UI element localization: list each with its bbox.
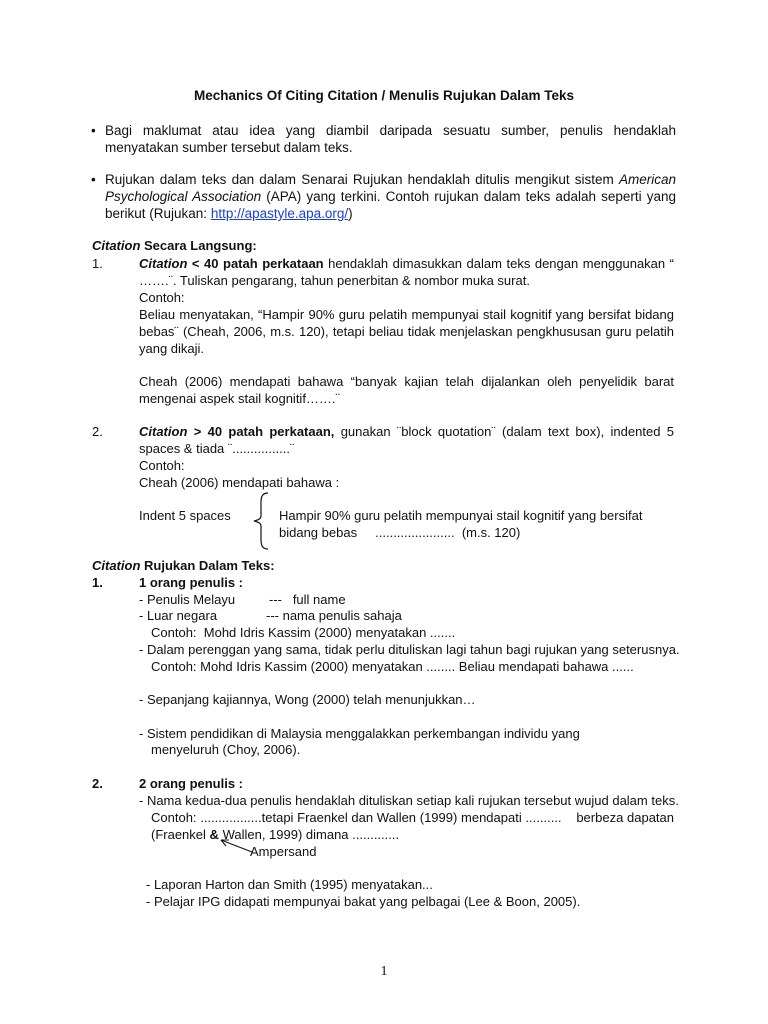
example-line: Contoh: Mohd Idris Kassim (2000) menyatakan ....... xyxy=(151,625,456,640)
example-paragraph-1: Beliau menyatakan, “Hampir 90% guru pelatih mempunyai stail kognitif yang bersifat bidang bebas¨ (Cheah, 2006, m.s. 120), tetapi beliau tidak menjelaskan pengkhususan guru pelatih yang dikaji. xyxy=(139,307,674,356)
list-number: 1. xyxy=(92,256,103,271)
indent-label: Indent 5 spaces xyxy=(139,508,231,523)
apa-style-link[interactable]: http://apastyle.apa.org/ xyxy=(210,206,349,221)
bullet-text xyxy=(91,171,676,222)
lead-bold: < 40 patah perkataan xyxy=(191,256,324,271)
example-text: (Fraenkel xyxy=(151,827,206,842)
example-intro: Cheah (2006) mendapati bahawa : xyxy=(139,475,340,490)
rule-melayu-label: - Penulis Melayu xyxy=(139,592,236,607)
example-laporan: - Laporan Harton dan Smith (1995) menyatakan... xyxy=(146,877,433,892)
rule-perenggan: - Dalam perenggan yang sama, tidak perlu dituliskan lagi tahun bagi rujukan yang seterusnya. xyxy=(139,642,680,657)
list-number: 1. xyxy=(92,575,103,590)
lead-italic: Citation xyxy=(139,424,188,439)
list-number: 2. xyxy=(92,424,103,439)
lead-rest: gunakan ¨block quotation¨ (dalam text box), indented 5 spaces & tiada ¨................¨ xyxy=(139,424,674,456)
bullet-italic-text: American Psychological Association xyxy=(105,172,676,204)
rule-melayu-value: --- full name xyxy=(269,592,346,607)
example-text: Wallen, 1999) dimana ............. xyxy=(222,827,400,842)
bullet-text: Bagi maklumat atau idea yang diambil daripada sesuatu sumber, penulis hendaklah menyatakan sumber tersebut dalam teks. xyxy=(105,123,676,155)
heading-italic: Citation xyxy=(92,238,141,253)
arrow-icon xyxy=(218,838,254,854)
item2-lead xyxy=(139,423,674,457)
list-number: 2. xyxy=(92,776,103,791)
ampersand-symbol: & xyxy=(209,827,219,842)
example-sistem-cont: menyeluruh (Choy, 2006). xyxy=(151,742,301,757)
rule-luar-value: --- nama penulis sahaja xyxy=(266,608,402,623)
ampersand-label: Ampersand xyxy=(250,844,317,859)
bullet-close-paren: ) xyxy=(348,206,353,221)
subheading-2-orang-penulis: 2 orang penulis : xyxy=(139,776,244,791)
bullet-icon: • xyxy=(91,172,96,187)
item1-lead xyxy=(139,255,674,289)
example-pelajar: - Pelajar IPG didapati mempunyai bakat yang pelbagai (Lee & Boon, 2005). xyxy=(146,894,581,909)
page-title: Mechanics Of Citing Citation / Menulis Rujukan Dalam Teks xyxy=(193,88,575,103)
contoh-label: Contoh: xyxy=(139,458,185,473)
example-line: Contoh: Mohd Idris Kassim (2000) menyatakan ........ Beliau mendapati bahawa ...... xyxy=(151,659,634,674)
lead-rest: hendaklah dimasukkan dalam teks dengan menggunakan “ …….¨. Tuliskan pengarang, tahun penerbitan & nombor muka surat. xyxy=(139,256,674,288)
heading-italic: Citation xyxy=(92,558,141,573)
bullet-text-part: Rujukan dalam teks dan dalam Senarai Rujukan hendaklah ditulis mengikut sistem xyxy=(105,172,614,187)
example-sistem: - Sistem pendidikan di Malaysia menggalakkan perkembangan individu yang xyxy=(139,726,580,741)
section-heading-rujukan-dalam-teks xyxy=(92,557,275,574)
bullet-icon: • xyxy=(91,123,96,138)
block-quote-line-2: bidang bebas ...................... (m.s. 120) xyxy=(279,525,521,540)
curly-brace-icon xyxy=(252,492,272,550)
example-contoh-line-2 xyxy=(151,826,399,843)
page-number: 1 xyxy=(380,964,388,979)
bullet-item-1 xyxy=(91,122,676,156)
subheading-1-orang-penulis: 1 orang penulis : xyxy=(139,575,244,590)
example-contoh-line-1: Contoh: .................tetapi Fraenkel dan Wallen (1999) mendapati .......... berbeza dapatan xyxy=(151,810,674,825)
heading-rest: Secara Langsung: xyxy=(144,238,257,253)
contoh-label: Contoh: xyxy=(139,290,185,305)
example-paragraph-2: Cheah (2006) mendapati bahawa “banyak kajian telah dijalankan oleh penyelidik barat mengenai aspek stail kognitif…….¨ xyxy=(139,374,674,406)
rule-nama: - Nama kedua-dua penulis hendaklah dituliskan setiap kali rujukan tersebut wujud dalam teks. xyxy=(139,793,679,808)
section-heading-secara-langsung xyxy=(92,237,257,254)
bullet-text-part: (APA) yang terkini. Contoh rujukan dalam teks adalah seperti yang berikut (Rujukan: xyxy=(105,189,676,221)
heading-rest: Rujukan Dalam Teks: xyxy=(144,558,275,573)
rule-luar-label: - Luar negara xyxy=(139,608,218,623)
lead-bold: > 40 patah perkataan, xyxy=(193,424,335,439)
block-quote-line-1: Hampir 90% guru pelatih mempunyai stail kognitif yang bersifat xyxy=(279,508,643,523)
lead-italic: Citation xyxy=(139,256,188,271)
example-sepanjang: - Sepanjang kajiannya, Wong (2000) telah menunjukkan… xyxy=(139,692,476,707)
bullet-item-2 xyxy=(91,171,676,222)
